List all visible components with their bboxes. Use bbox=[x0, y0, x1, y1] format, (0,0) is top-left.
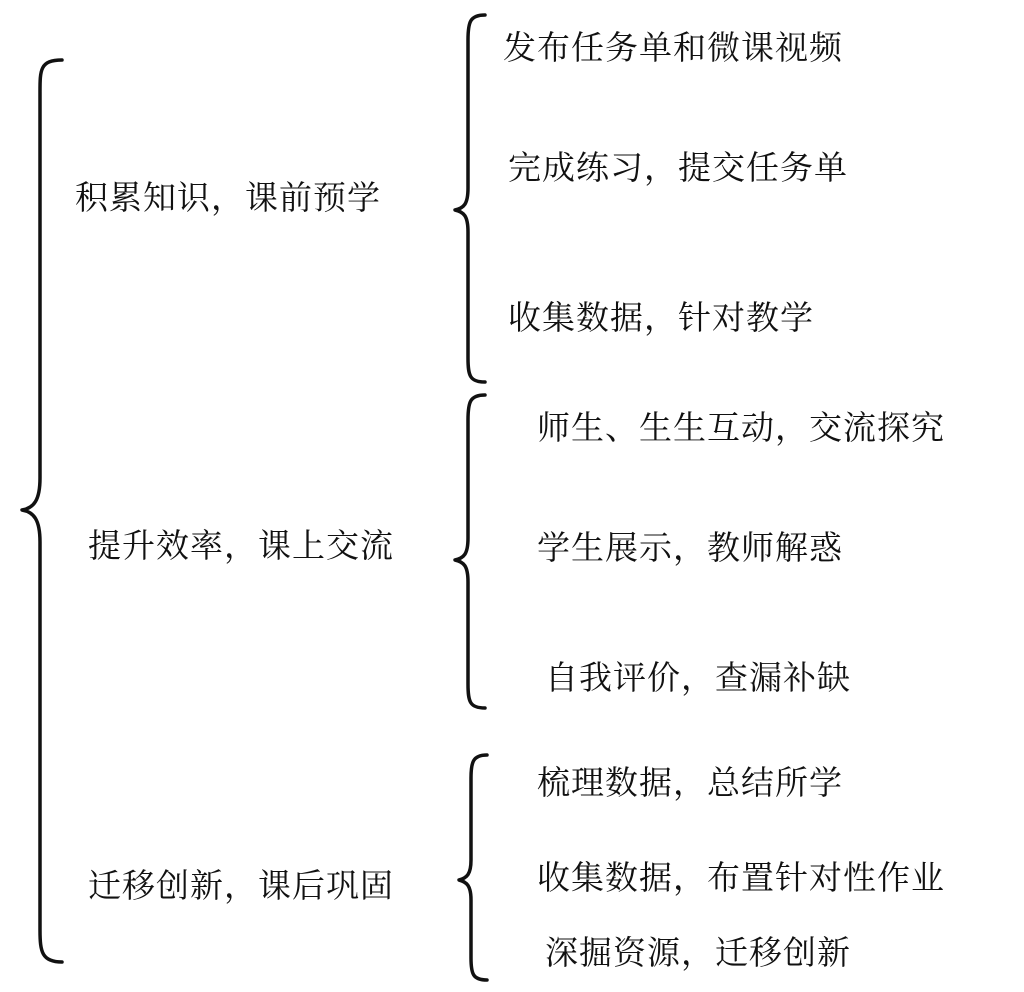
branch-2-item-2: 学生展示，教师解惑 bbox=[537, 529, 843, 566]
branch-2-item-1: 师生、生生互动，交流探究 bbox=[537, 409, 945, 446]
branch-1-label: 积累知识，课前预学 bbox=[75, 179, 381, 216]
branch-3-label: 迁移创新，课后巩固 bbox=[88, 867, 394, 904]
branch-3-item-1: 梳理数据，总结所学 bbox=[537, 764, 843, 801]
branch-1-item-1: 发布任务单和微课视频 bbox=[503, 29, 843, 66]
branch-3-item-3: 深掘资源，迁移创新 bbox=[545, 934, 851, 971]
branch-3-item-2: 收集数据，布置针对性作业 bbox=[537, 859, 945, 896]
branch-2-item-3: 自我评价，查漏补缺 bbox=[545, 659, 851, 696]
branch-1-item-3: 收集数据，针对教学 bbox=[508, 299, 814, 336]
branch-1-item-2: 完成练习，提交任务单 bbox=[508, 149, 848, 186]
branch-2-label: 提升效率，课上交流 bbox=[88, 527, 394, 564]
